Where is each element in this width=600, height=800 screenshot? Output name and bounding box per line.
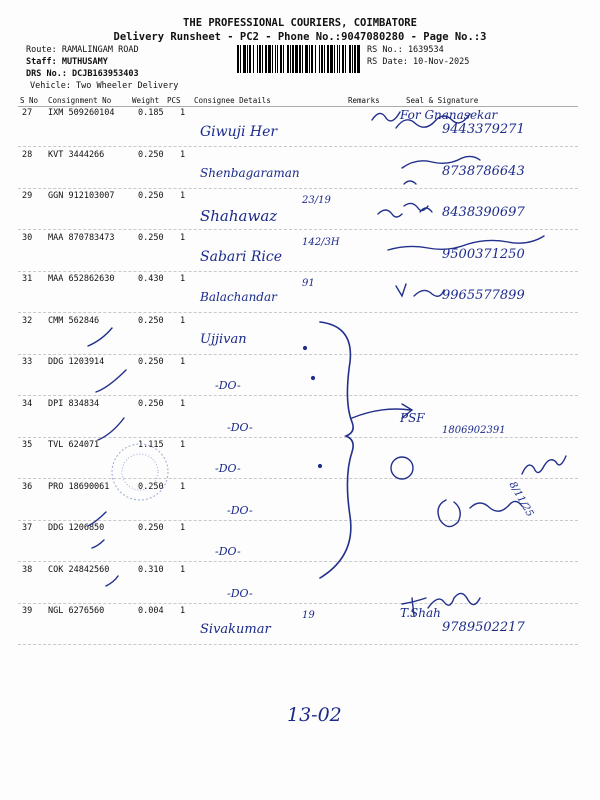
tick-marks (88, 328, 126, 586)
row-weight: 0.250 (138, 149, 164, 160)
row-consignment-no: CMM 562846 (48, 315, 100, 326)
row-weight: 0.430 (138, 274, 164, 284)
col-seal: Seal & Signature (406, 96, 479, 105)
row-phone: 9443379271 (442, 122, 525, 137)
company-name: THE PROFESSIONAL COURIERS, COIMBATORE (183, 17, 417, 29)
row-pcs: 1 (180, 440, 186, 450)
row-sno: 31 (22, 274, 33, 284)
row-weight: 0.250 (138, 191, 164, 201)
row-consignee: Sabari Rice (200, 248, 283, 265)
sheet-title: Delivery Runsheet - PC2 - Phone No.:9047080280 - Page No.:3 (113, 31, 487, 43)
row-weight: 0.310 (138, 564, 164, 575)
row-consignee: Giwuji Her (200, 124, 278, 140)
footer-note: 13-02 (287, 704, 342, 726)
row-weight: 0.250 (138, 398, 164, 409)
row-consignee: Balachandar (200, 290, 277, 304)
row-pcs: 1 (180, 191, 186, 201)
row-phone: 8438390697 (442, 205, 525, 220)
arrow-mark (352, 404, 412, 418)
row-pcs: 1 (180, 606, 186, 616)
rs-date: RS Date: 10-Nov-2025 (367, 57, 470, 67)
col-remarks: Remarks (348, 96, 380, 105)
row-phone: 1806902391 (442, 424, 506, 436)
signature-scribble-36 (438, 500, 522, 527)
row-sno: 30 (22, 232, 33, 243)
row-consignment-no: DPI 834834 (48, 398, 100, 409)
row-weight: 0.250 (138, 232, 164, 243)
row-consignment-no: PRO 18690061 (48, 481, 110, 492)
row-weight: 0.004 (138, 606, 164, 616)
row-pcs: 1 (180, 564, 186, 575)
row-consignee: -DO- (227, 420, 253, 434)
row-signature: For Gnanasekar (400, 108, 498, 122)
signature-scribble-29 (378, 203, 432, 217)
stamp-date: 8/11/25 (506, 480, 536, 519)
row-consignee: Sivakumar (200, 622, 271, 637)
row-sno: 36 (22, 481, 33, 492)
staff-label: Staff: MUTHUSAMY (26, 57, 108, 67)
row-consignee: Shenbagaraman (200, 165, 300, 180)
row-consignment-no: DDG 1206850 (48, 523, 105, 533)
row-pcs: 1 (180, 481, 186, 492)
row-pcs: 1 (180, 274, 186, 284)
col-weight: Weight (132, 96, 160, 105)
signature-scribble-28 (402, 156, 480, 184)
signature-scribble-27 (372, 112, 470, 128)
row-consignment-no: COK 24842560 (48, 564, 110, 575)
row-note: 91 (302, 278, 315, 289)
row-weight: 0.250 (138, 481, 164, 492)
col-consignment: Consignment No (48, 96, 112, 105)
row-pcs: 1 (180, 149, 186, 160)
row-consignment-no: GGN 912103007 (48, 191, 115, 201)
row-sno: 34 (22, 398, 33, 409)
row-consignee: Ujjivan (200, 331, 247, 347)
seal-stamp (112, 444, 168, 500)
row-consignee: -DO- (215, 545, 241, 558)
rs-number: RS No.: 1639534 (367, 45, 444, 55)
row-consignee: -DO- (215, 462, 241, 475)
row-sno: 38 (22, 564, 33, 575)
row-weight: 0.250 (138, 523, 164, 533)
row-consignment-no: DDG 1203914 (48, 357, 105, 367)
signature-scribble-31 (396, 284, 444, 296)
row-sno: 32 (22, 315, 33, 326)
row-consignment-no: NGL 6276560 (48, 606, 105, 616)
row-note: 23/19 (302, 195, 331, 206)
row-pcs: 1 (180, 398, 186, 409)
row-sno: 33 (22, 357, 33, 367)
row-phone: 9789502217 (442, 620, 525, 635)
row-pcs: 1 (180, 108, 186, 118)
row-note: 19 (302, 610, 315, 621)
row-sno: 39 (22, 606, 33, 616)
col-consignee: Consignee Details (194, 96, 271, 105)
row-consignment-no: KVT 3444266 (48, 149, 105, 160)
row-weight: 1.115 (138, 440, 164, 450)
circled-initial (391, 457, 413, 479)
row-pcs: 1 (180, 357, 186, 367)
row-phone: 8738786643 (442, 163, 525, 179)
row-signature: PSF (400, 410, 425, 425)
row-consignee: Shahawaz (200, 207, 278, 225)
col-pcs: PCS (167, 96, 181, 105)
row-sno: 27 (22, 108, 33, 118)
signature-scribble-35 (522, 456, 566, 474)
row-weight: 0.250 (138, 315, 164, 326)
row-consignment-no: MAA 870783473 (48, 232, 115, 243)
row-sno: 35 (22, 440, 33, 450)
row-sno: 29 (22, 191, 33, 201)
row-note: 142/3H (302, 236, 340, 248)
row-consignee: -DO- (227, 503, 253, 517)
row-phone: 9965577899 (442, 288, 525, 303)
vehicle-label: Vehicle: Two Wheeler Delivery (30, 81, 179, 91)
route-label: Route: RAMALINGAM ROAD (26, 45, 139, 55)
row-consignment-no: TVL 624071 (48, 440, 100, 450)
signature-scribble-30 (388, 236, 544, 250)
row-consignment-no: MAA 652862630 (48, 274, 115, 284)
row-weight: 0.250 (138, 357, 164, 367)
row-signature: T.Shah (400, 606, 441, 620)
row-sno: 37 (22, 523, 33, 533)
row-sno: 28 (22, 149, 33, 160)
row-weight: 0.185 (138, 108, 164, 118)
row-phone: 9500371250 (442, 246, 525, 262)
signature-scribble-39 (402, 593, 480, 616)
row-consignee: -DO- (227, 586, 253, 600)
row-consignment-no: IXM 509260104 (48, 108, 115, 118)
row-pcs: 1 (180, 315, 186, 326)
row-pcs: 1 (180, 232, 186, 243)
drs-number: DRS No.: DCJB163953403 (26, 69, 139, 79)
row-consignee: -DO- (215, 379, 241, 392)
col-sno: S No (20, 96, 39, 105)
row-pcs: 1 (180, 523, 186, 533)
brace-mark (320, 322, 353, 578)
